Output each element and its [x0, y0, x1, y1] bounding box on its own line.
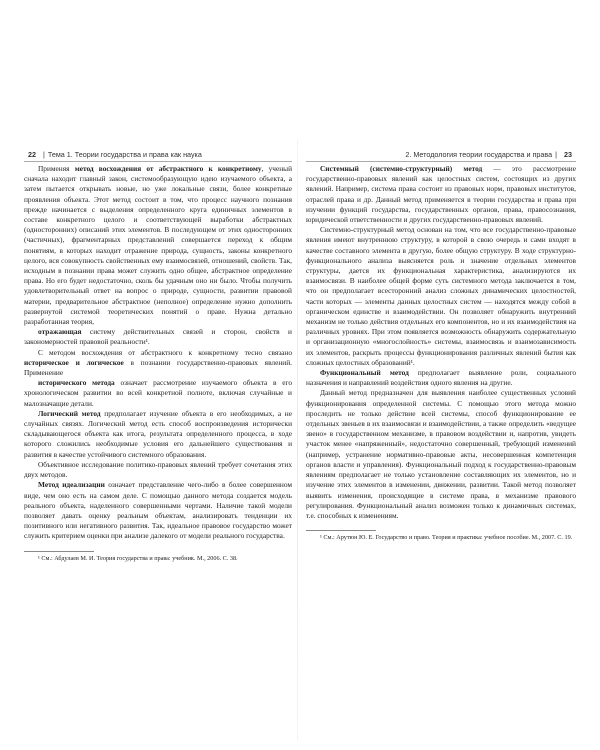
- left-paragraph: [24, 327, 292, 347]
- right-paragraph: [306, 164, 576, 225]
- paragraph-text: предполагает изучение объекта в его необходимых, а не случайных связях. Логический метод есть способ воспроизведения исторически складывающегося объекта как итога, результата определенного процесса, в ходе которого сложились необходимые условия его дальнейшего существования и развития в качестве устойчивого системного образования.: [24, 408, 292, 459]
- paragraph-text: означает рассмотрение изучаемого объекта в его хронологическом развитии во всей конкретной полноте, включая случайные и малозначащие детали.: [24, 378, 292, 408]
- paragraph-text: Объективное исследование политико-правовых явлений требует сочетания этих двух методов.: [24, 459, 292, 480]
- right-paragraphs: [306, 164, 576, 521]
- right-paragraph: [306, 225, 576, 368]
- running-head-title-left: Тема 1. Теории государства и права как наука: [47, 150, 202, 159]
- left-paragraph: [24, 378, 292, 409]
- left-paragraph: [24, 480, 292, 541]
- paragraph-term: Логический метод: [38, 408, 101, 418]
- paragraph-term: Метод идеализации: [38, 480, 105, 490]
- page-number-right: 23: [564, 150, 572, 159]
- paragraph-term: Системный (системно-структурный) метод: [320, 164, 483, 173]
- running-head-separator: |: [555, 150, 557, 159]
- left-paragraph: [24, 164, 292, 327]
- right-paragraph: [306, 388, 576, 521]
- paragraph-text: , ученый сначала находит главный закон, системообразующую идею изучаемого объекта, а затем пытается открывать новые, но уже локальные связи, более конкретные проявления объекта. Этот метод состоит в том, что процесс научного познания прежде начинается с выделения определенного круга единичных элементов в составе конкретного целого и соответствующей выработки абстрактных (односторонних) описаний этих элементов. В последующем от этих односторонних (частичных), фрагментарных представлений совершается переход к общим понятиям, в которых находит отражение природа, сущность, законы конкретного целого, вся совокупность свойственных ему взаимосвязей, отношений, свойств. Так, исходным в познании права может служить одно общее, абстрактное определение права. Но его будет недостаточно, сколь бы удачным оно ни было. Чтобы получить удовлетворительный ответ на вопрос о природе, сущности, развитии правовой материи, предварительное абстрактное (неполное) определение нужно дополнить развернутой системой теоретических понятий о праве. Нужна детально разработанная теория,: [24, 164, 293, 327]
- running-head-separator: |: [43, 150, 45, 159]
- footnote-left: ¹ См.: Абдулаев М. И. Теория государства и права: учебник. М., 2006. С. 38.: [38, 554, 238, 562]
- paragraph-term: Функциональный метод: [320, 368, 409, 378]
- left-paragraph: [24, 460, 292, 480]
- paragraph-text: — это рассмотрение государственно-правовых явлений как целостных систем, состоящих из других явлений. Например, система права состоит из правовых норм, правовых институтов, отраслей права и др. Данный метод применяется в теории государства и права при изучении функций государства, государственных органов, права, правосознания, юридической ответственности и других государственно-правовых явлений.: [306, 164, 576, 225]
- paragraph-text: означает представление чего-либо в более совершенном виде, чем оно есть на самом деле. С помощью данного метода создается модель реального объекта, наделенного совершенными чертами. Наличие такой модели позволяет давать оценку реальным объектам, анализировать тенденции их позитивного или негативного развития. Так, идеальное правовое государство может служить критерием оценки при анализе далекого от модели реального государства.: [24, 480, 292, 541]
- page-number-left: 22: [28, 150, 36, 159]
- page-left-body: [24, 164, 292, 563]
- paragraph-term: историческое и логическое: [24, 357, 124, 367]
- left-paragraph: [24, 409, 292, 460]
- footnote-right: ¹ См.: Арутюн Ю. Е. Государство и право. Теория и практика: учебное пособие. М., 2007. С. 19.: [320, 534, 573, 542]
- running-head-left: [24, 150, 292, 162]
- running-head-title-right: 2. Методология теории государства и права: [405, 150, 553, 159]
- running-head-right: [306, 150, 576, 162]
- paragraph-term: отражающая: [38, 327, 82, 337]
- right-paragraph: [306, 368, 576, 388]
- left-paragraph: [24, 348, 292, 379]
- paragraph-text: предполагает выявление роли, социального назначения и направлений воздействия одного явления на другие.: [306, 368, 576, 388]
- paragraph-text: систему действительных связей и сторон, свойств и закономерностей правовой реальности¹.: [24, 327, 292, 347]
- left-paragraphs: [24, 164, 292, 542]
- paragraph-text: Данный метод предназначен для выявления наиболее существенных условий функционирования определенной системы. С помощью этого метода можно проследить не только действие всей системы, способ функционирование ее отдельных звеньев в их взаимосвязи и взаимодействии, а также определить «ведущее звено» в государственном механизме, в правовом воздействии и, напротив, увидеть участок менее «напряженный», недостаточно совершенный, требующий изменений (например, устранение нормативно-правовые акты, несовершенная компетенция органов власти и управления). Функциональный подход к государственно-правовым явлениям предполагает не только установление составляющих их элементов, но и изучение этих элементов в изменении, движении, развитии. Такой метод позволяет выявить изменения, происходящие в системе права, в механизме правового регулирования. Функциональный анализ возможен только к динамичных системах, т.е. способных к изменениям.: [306, 388, 576, 520]
- footnote-rule: [24, 551, 94, 552]
- footnote-rule: [306, 530, 376, 531]
- paragraph-text: в познании государственно-правовых явлений. Применение: [24, 357, 292, 378]
- paragraph-term: метод восхождения от абстрактного к конкретному: [74, 164, 262, 173]
- paragraph-text: Системно-структурный метод основан на том, что все государственно-правовые явления имеют внутреннюю структуру, в которой в свою очередь и сами входят в качестве составного элемента в другую, более общую структуру. В ходе структурно-функционального анализа выясняется роль и значение отдельных элементов структуры, дается их функциональная характеристика, анализируются их взаимосвязи. В наиболее общей форме суть системного метода заключается в том, что он предполагает всесторонний анализ сложных динамических целостностей, части которых — элементы данных целостных систем — находятся между собой в органическом единстве и взаимодействии. Он позволяет обнаружить внутренний механизм не только действия отдельных его компонентов, но и их взаимодействия на различных уровнях. При этом появляется возможность обнаружить содержательную и организационную «многослойность» системы, взаимосвязь и взаимозависимость их элементов, раскрыть процессы функционирования различных явлений бытия как сложных целостных образований¹.: [306, 225, 576, 367]
- paragraph-text: С методом восхождения от абстрактного к конкретному тесно связано: [38, 347, 292, 357]
- paragraph-term: исторического метода: [38, 378, 115, 388]
- page-right-body: [306, 164, 576, 542]
- paragraph-text: Применяя: [38, 164, 75, 173]
- book-gutter: [297, 140, 298, 740]
